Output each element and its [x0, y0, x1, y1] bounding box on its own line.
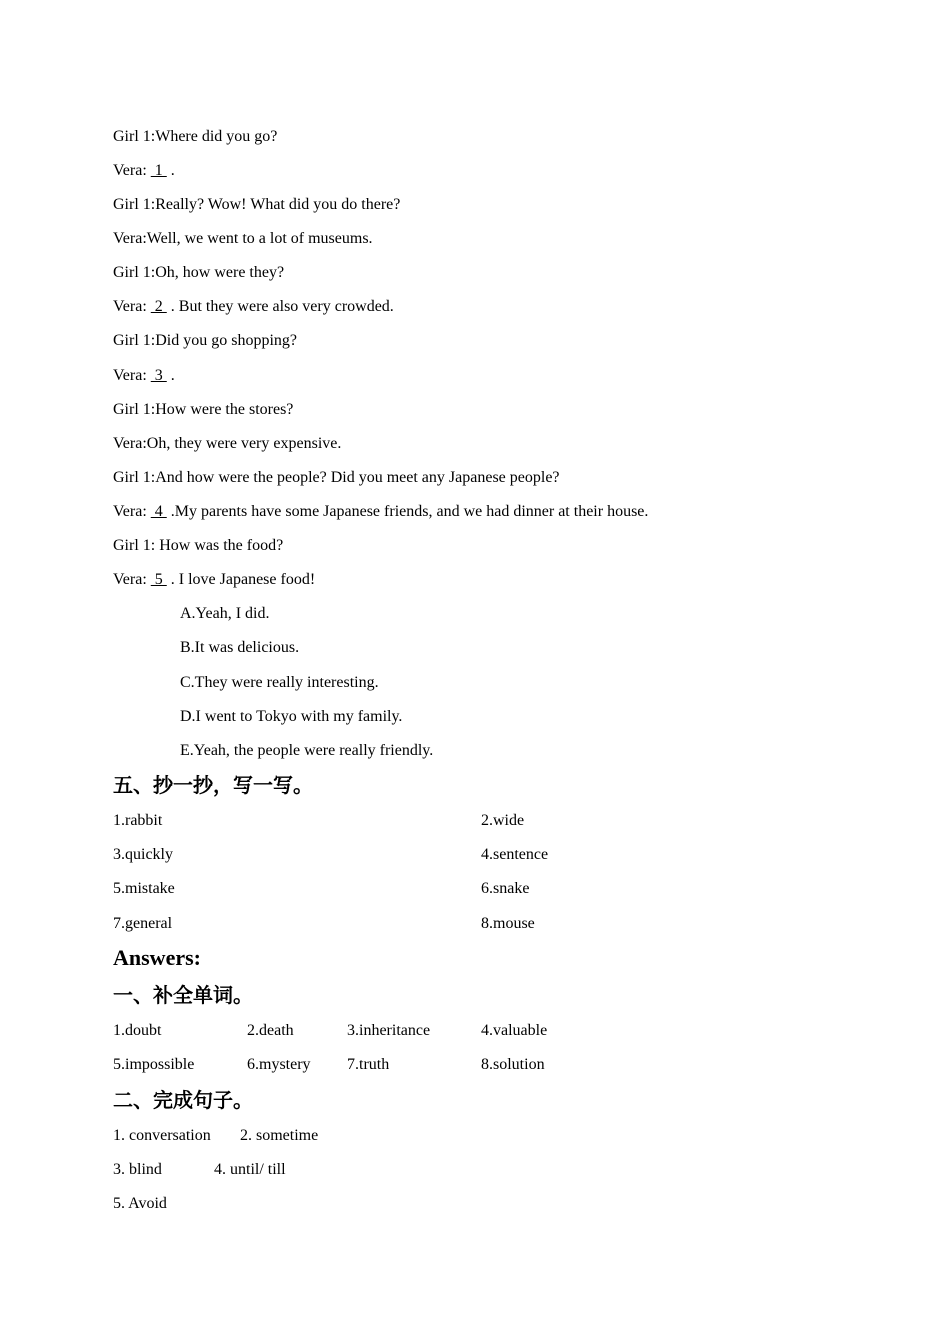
copy-word: 2.wide	[481, 812, 525, 829]
speaker: Girl 1:	[113, 128, 156, 145]
line-text: . I love Japanese food!	[166, 571, 316, 588]
line-text: . But they were also very crowded.	[166, 298, 394, 315]
dialogue-line	[113, 161, 175, 181]
copy-word: 6.snake	[481, 880, 530, 897]
copy-word: 5.mistake	[113, 880, 175, 897]
copy-word: 1.rabbit	[113, 812, 163, 829]
line-text: Oh, how were they?	[155, 264, 285, 281]
line-text: Really? Wow! What did you do there?	[155, 196, 401, 213]
option-a: A.Yeah, I did.	[180, 605, 270, 622]
line-text: Oh, they were very expensive.	[146, 435, 342, 452]
section-heading: 五、抄一抄，写一写。	[113, 773, 313, 797]
answers-part2-heading: 二、完成句子。	[113, 1088, 253, 1112]
answer-blank: 2	[150, 298, 167, 315]
dialogue-line	[113, 536, 283, 556]
answer-blank: 4	[150, 503, 167, 520]
dialogue-line	[113, 127, 277, 147]
speaker: Girl 1:	[113, 537, 160, 554]
speaker: Vera:	[113, 298, 151, 315]
answer-item: 5.impossible	[113, 1056, 195, 1073]
line-text: How was the food?	[159, 537, 284, 554]
line-text: .My parents have some Japanese friends, and we had dinner at their house.	[166, 503, 649, 520]
dialogue-line	[113, 229, 373, 249]
line-text: Where did you go?	[155, 128, 278, 145]
dialogue-line	[113, 366, 175, 386]
answers-part1-heading: 一、补全单词。	[113, 983, 253, 1007]
dialogue-line	[113, 331, 297, 351]
option-e: E.Yeah, the people were really friendly.	[180, 742, 434, 759]
copy-word: 7.general	[113, 915, 173, 932]
speaker: Girl 1:	[113, 196, 156, 213]
answer-item: 6.mystery	[247, 1056, 311, 1073]
speaker: Girl 1:	[113, 469, 156, 486]
line-text: .	[166, 367, 175, 384]
copy-word: 3.quickly	[113, 846, 173, 863]
answer-item: 2. sometime	[240, 1127, 319, 1144]
dialogue-line	[113, 263, 284, 283]
speaker: Vera:	[113, 571, 151, 588]
line-text: How were the stores?	[155, 401, 294, 418]
answer-item: 7.truth	[347, 1056, 390, 1073]
answer-blank: 5	[150, 571, 167, 588]
answer-item: 4. until/ till	[214, 1161, 286, 1178]
speaker: Girl 1:	[113, 264, 156, 281]
answer-item: 2.death	[247, 1022, 294, 1039]
answer-item: 1. conversation	[113, 1127, 211, 1144]
answer-item: 4.valuable	[481, 1022, 548, 1039]
answer-item: 8.solution	[481, 1056, 545, 1073]
option-d: D.I went to Tokyo with my family.	[180, 708, 403, 725]
copy-word: 8.mouse	[481, 915, 535, 932]
dialogue-line	[113, 570, 315, 590]
speaker: Vera:	[113, 230, 147, 247]
line-text: .	[166, 162, 175, 179]
option-c: C.They were really interesting.	[180, 674, 379, 691]
dialogue-line	[113, 434, 341, 454]
speaker: Girl 1:	[113, 401, 156, 418]
answer-item: 1.doubt	[113, 1022, 162, 1039]
dialogue-line	[113, 195, 400, 215]
speaker: Vera:	[113, 435, 147, 452]
speaker: Vera:	[113, 162, 151, 179]
answer-blank: 1	[150, 162, 167, 179]
copy-word: 4.sentence	[481, 846, 549, 863]
line-text: Well, we went to a lot of museums.	[146, 230, 373, 247]
answers-heading: Answers:	[113, 945, 201, 970]
answer-item: 5. Avoid	[113, 1195, 167, 1212]
option-b: B.It was delicious.	[180, 639, 300, 656]
line-text: Did you go shopping?	[155, 332, 297, 349]
speaker: Vera:	[113, 367, 151, 384]
dialogue-line	[113, 400, 293, 420]
speaker: Vera:	[113, 503, 151, 520]
answer-blank: 3	[150, 367, 167, 384]
line-text: And how were the people? Did you meet any Japanese people?	[155, 469, 560, 486]
answer-item: 3.inheritance	[347, 1022, 431, 1039]
dialogue-line	[113, 468, 560, 488]
dialogue-line	[113, 297, 394, 317]
dialogue-line	[113, 502, 648, 522]
answer-item: 3. blind	[113, 1161, 162, 1178]
speaker: Girl 1:	[113, 332, 156, 349]
